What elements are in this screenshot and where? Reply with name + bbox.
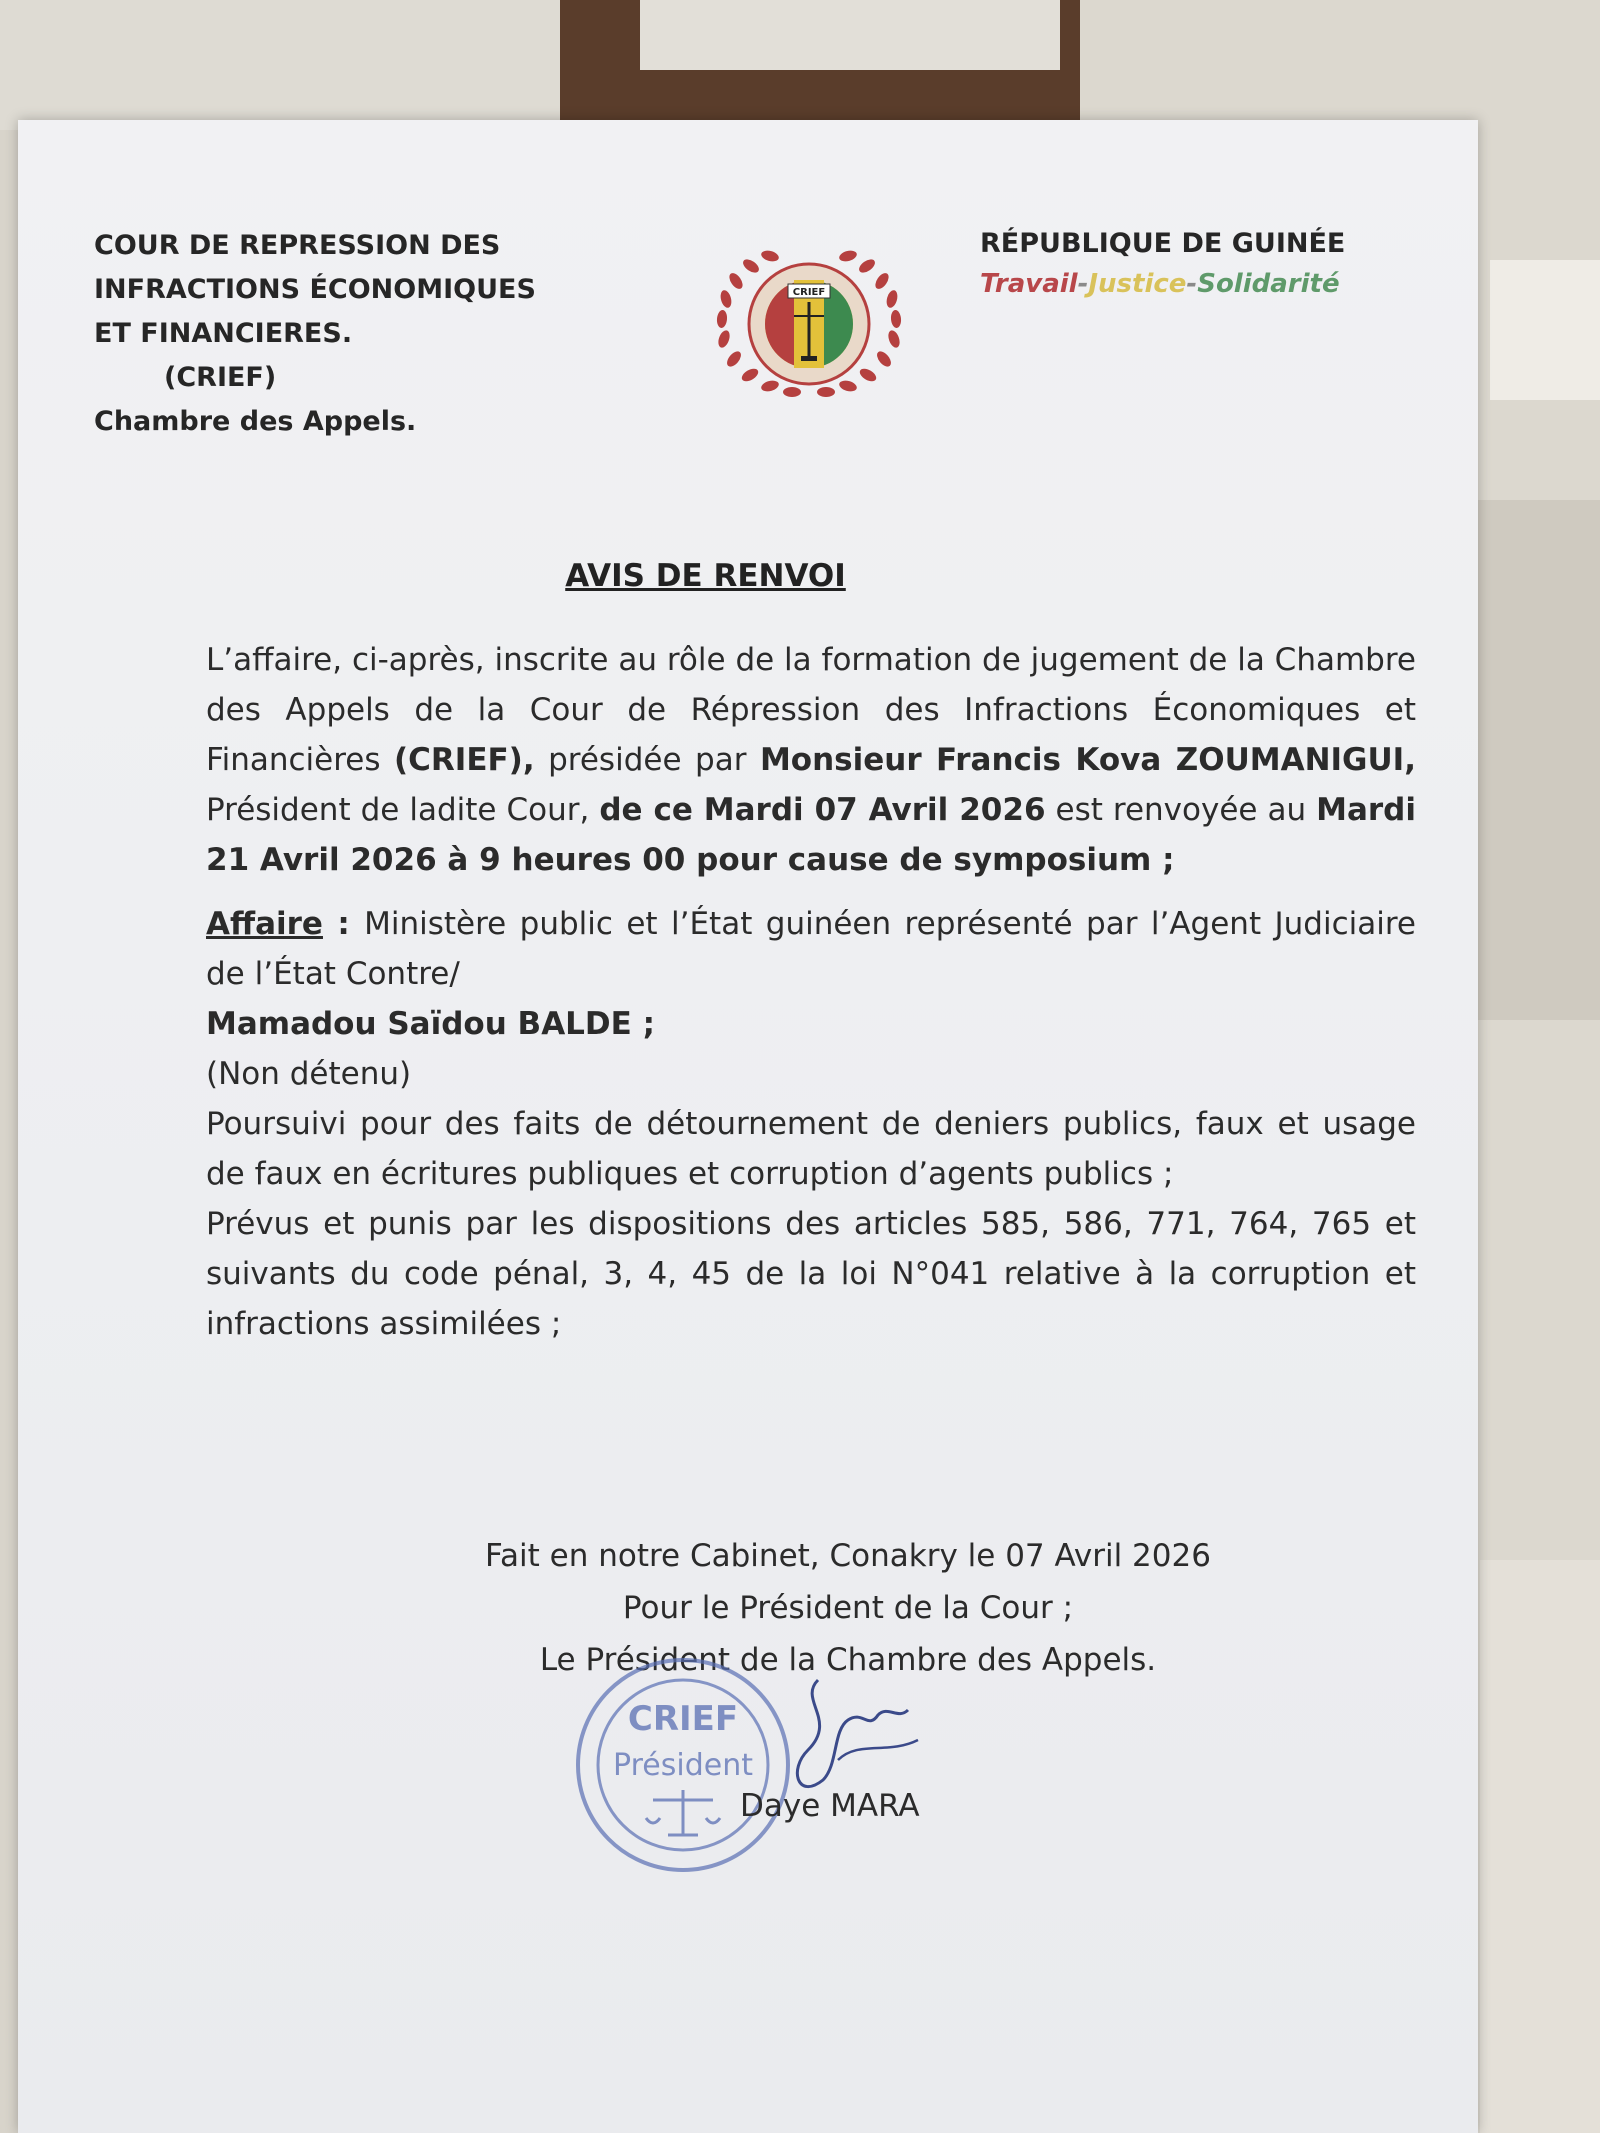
- signer-name: Daye MARA: [740, 1788, 920, 1824]
- motto-separator: -: [1077, 269, 1089, 299]
- motto-word: Travail: [980, 269, 1078, 299]
- wall-scrap: [1480, 1560, 1600, 2133]
- text-run: Président de ladite Cour,: [206, 792, 600, 828]
- legal-articles: Prévus et punis par les dispositions des articles 585, 586, 771, 764, 765 et suivants du code pénal, 3, 4, 45 de la loi N°041 relative à la corruption et infractions assimilées ;: [206, 1206, 1416, 1342]
- court-header: [94, 224, 614, 444]
- stamp-text: CRIEF: [627, 1699, 739, 1739]
- president-name: Monsieur Francis Kova ZOUMANIGUI,: [759, 742, 1416, 778]
- svg-text:CRIEF: CRIEF: [792, 287, 826, 298]
- notice-body: [206, 635, 1416, 1363]
- court-name-line: INFRACTIONS ÉCONOMIQUES: [94, 274, 536, 305]
- country-name: RÉPUBLIQUE DE GUINÉE: [980, 228, 1346, 259]
- court-name-line: ET FINANCIERES.: [94, 318, 353, 349]
- place-date: Fait en notre Cabinet, Conakry le 07 Avril 2026: [485, 1538, 1211, 1574]
- crief-emblem-icon: [704, 244, 914, 404]
- charges: Poursuivi pour des faits de détournement de deniers publics, faux et usage de faux en écritures publiques et corruption d’agents publics ;: [206, 1106, 1416, 1192]
- notice-paper: [18, 120, 1478, 2133]
- republic-header: [980, 224, 1400, 304]
- text-run-bold: :: [322, 906, 365, 942]
- wall-scrap: [1470, 500, 1600, 1020]
- text-run: présidée par: [534, 742, 760, 778]
- motto-word: Justice: [1088, 269, 1187, 299]
- original-date: de ce Mardi 07 Avril 2026: [599, 792, 1046, 828]
- detention-status: (Non détenu): [206, 1056, 412, 1092]
- text-run: L’affaire, ci-après, inscrite au rôle de la formation de jugement de la Chambre des Appels de la Cour de Répression des Infractions Économiques et Financières: [206, 642, 1416, 778]
- court-name-line: COUR DE REPRESSION DES: [94, 230, 501, 261]
- case-paragraph: [206, 899, 1416, 1349]
- wall-scrap: [0, 0, 560, 130]
- court-acronym: (CRIEF): [164, 362, 277, 393]
- case-label: Affaire: [206, 906, 323, 942]
- text-run: est renvoyée au: [1045, 792, 1317, 828]
- notice-title-text: AVIS DE RENVOI: [565, 558, 846, 594]
- stamp-text: Président: [613, 1748, 753, 1783]
- new-date: Mardi 21 Avril 2026 à 9 heures 00 pour cause de symposium ;: [206, 792, 1416, 878]
- motto-separator: -: [1186, 269, 1198, 299]
- national-motto: [980, 264, 1400, 304]
- signatory-role: Le Président de la Chambre des Appels.: [539, 1642, 1157, 1678]
- on-behalf-line: Pour le Président de la Cour ;: [622, 1590, 1074, 1626]
- text-run-bold: (CRIEF),: [394, 742, 535, 778]
- chamber-name: Chambre des Appels.: [94, 406, 417, 437]
- notice-title: [18, 558, 1478, 594]
- motto-word: Solidarité: [1197, 269, 1340, 299]
- defendant-name: Mamadou Saïdou BALDE ;: [206, 1006, 656, 1042]
- wall-scrap: [640, 0, 1060, 70]
- wall-scrap: [1490, 260, 1600, 400]
- case-parties: Ministère public et l’État guinéen représenté par l’Agent Judiciaire de l’État Contre/: [206, 906, 1416, 992]
- adjournment-paragraph: [206, 635, 1416, 885]
